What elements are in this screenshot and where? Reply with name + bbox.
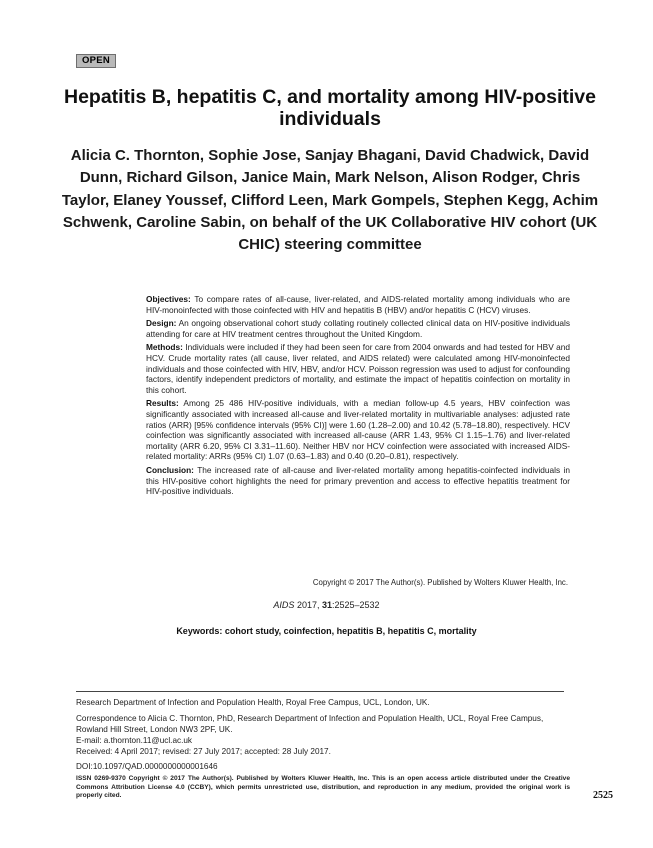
methods-text: Individuals were included if they had been seen for care from 2004 onwards and had tested for HBV and HCV. Crude mortality rates (all cause, liver related, and AIDS related) were calculated among HIV-monoinfected individuals and those coinfected with HIV, HBV, and/or HCV. Poisson regression was used to adjust for confounding factors, identify independent predictors of mortality, and estimate the impact of hepatitis coinfection on mortality in this cohort. xyxy=(146,342,570,395)
results-text: Among 25 486 HIV-positive individuals, with a median follow-up 4.5 years, HBV coinfection was significantly associated with increased all-cause and liver-related mortality in multivariable analyses: adjusted rate ratios (ARR) [95% confidence intervals (95% CI)] were 1.60 (1.28–2.00) and 10.42 (5.78–18.80), respectively. HCV coinfection was significantly associated with increased all-cause (ARR 1.43, 95% CI 1.15–1.76) and liver-related mortality (ARR 6.20, 95% CI 3.31–11.60). Neither HBV nor HCV coinfection were associated with increased AIDS-related mortality: ARRs (95% CI) 1.07 (0.63–1.83) and 0.40 (0.20–0.81), respectively. xyxy=(146,398,570,462)
affiliation: Research Department of Infection and Population Health, Royal Free Campus, UCL, London, UK. xyxy=(76,698,430,707)
citation-year: 2017, xyxy=(296,600,320,610)
abstract xyxy=(146,294,570,500)
author-list: Alicia C. Thornton, Sophie Jose, Sanjay Bhagani, David Chadwick, David Dunn, Richard Gilson, Janice Main, Mark Nelson, Alison Rodger, Chris Taylor, Elaney Youssef, Clifford Leen, Mark Gompels, Stephen Kegg, Achim Schwenk, Caroline Sabin, on behalf of the UK Collaborative HIV cohort (UK CHIC) steering committee xyxy=(61,147,599,254)
open-access-badge: OPEN xyxy=(76,54,116,68)
conclusion-text: The increased rate of all-cause and liver-related mortality among hepatitis-coinfected individuals in this HIV-positive cohort highlights the need for primary prevention and access to effective hepatitis treatment for HIV-positive individuals. xyxy=(146,464,571,497)
footnote-divider xyxy=(76,691,564,692)
keywords: Keywords: cohort study, coinfection, hepatitis B, hepatitis C, mortality xyxy=(176,626,477,636)
abstract-objectives xyxy=(146,294,570,315)
license-notice: ISSN 0269-9370 Copyright © 2017 The Author(s). Published by Wolters Kluwer Health, Inc. This is an open access article distributed under the Creative Commons Attribution License 4.0 (CCBY), which permits unrestricted use, distribution, and reproduction in any medium, provided the original work is properly cited. xyxy=(76,775,570,800)
doi[interactable]: DOI:10.1097/QAD.0000000000001646 xyxy=(76,762,218,771)
design-text: An ongoing observational cohort study collating routinely collected clinical data on HIV-positive individuals attending for care at HIV treatment centres throughout the United Kingdom. xyxy=(146,318,570,339)
abstract-results xyxy=(146,398,570,462)
article-title: Hepatitis B, hepatitis C, and mortality among HIV-positive individuals xyxy=(63,86,596,130)
abstract-design xyxy=(146,318,570,339)
email-address[interactable]: E-mail: a.thornton.11@ucl.ac.uk xyxy=(76,736,193,745)
journal-citation xyxy=(0,600,653,610)
page-number: 2525 xyxy=(593,790,613,801)
results-label: Results: xyxy=(146,398,179,409)
methods-label: Methods: xyxy=(146,342,183,353)
journal-name: AIDS xyxy=(273,600,295,610)
objectives-label: Objectives: xyxy=(146,294,191,304)
received-dates: Received: 4 April 2017; revised: 27 July 2017; accepted: 28 July 2017. xyxy=(76,747,331,756)
copyright-notice: Copyright © 2017 The Author(s). Published by Wolters Kluwer Health, Inc. xyxy=(312,578,568,587)
citation-volume: 31 xyxy=(322,600,333,610)
abstract-conclusion xyxy=(146,465,570,497)
citation-pages: :2525–2532 xyxy=(332,600,380,610)
correspondence: Correspondence to Alicia C. Thornton, PhD, Research Department of Infection and Population Health, UCL, Royal Free Campus, Rowland Hill Street, London NW3 2PF, UK. xyxy=(76,714,544,734)
design-label: Design: xyxy=(146,318,177,329)
footnotes xyxy=(76,697,576,757)
abstract-methods xyxy=(146,342,570,395)
conclusion-label: Conclusion: xyxy=(146,464,194,475)
objectives-text: To compare rates of all-cause, liver-related, and AIDS-related mortality among individuals who are HIV-monoinfected with those coinfected with HIV and hepatitis B (HBV) and/or hepatitis C (HCV) viruses. xyxy=(146,294,571,315)
